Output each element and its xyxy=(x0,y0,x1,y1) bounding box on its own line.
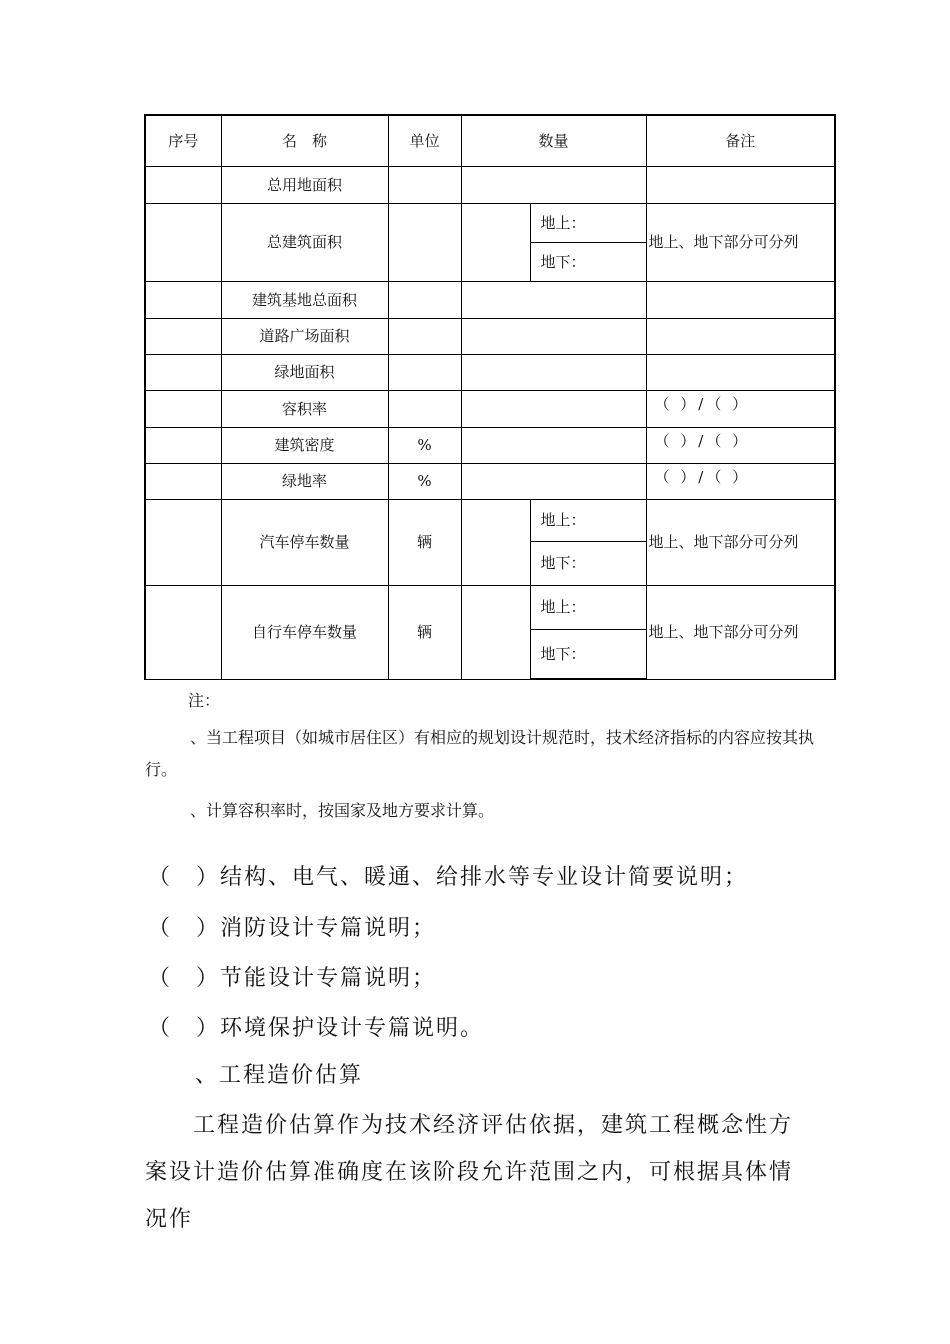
row-name: 容积率 xyxy=(221,390,388,427)
table-row xyxy=(145,499,835,541)
table-row xyxy=(145,585,835,629)
above-ground-label: 地上： xyxy=(530,203,646,242)
row-remark: 地上、地下部分可分列 xyxy=(646,499,835,585)
row-remark: （ ）/（ ） xyxy=(646,463,835,499)
list-item: （ ）结构、电气、暖通、给排水等专业设计简要说明； xyxy=(148,865,749,890)
technical-economic-indicators-table xyxy=(144,114,836,680)
list-item: （ ）消防设计专篇说明； xyxy=(148,916,437,941)
above-ground-label: 地上： xyxy=(530,585,646,629)
table-row xyxy=(145,390,835,427)
table-row xyxy=(145,281,835,318)
table-row xyxy=(145,166,835,203)
note-1: 、当工程项目（如城市居住区）有相应的规划设计规范时，技术经济指标的内容应按其执行。 xyxy=(145,728,815,779)
header-quantity: 数量 xyxy=(461,115,646,166)
row-name: 自行车停车数量 xyxy=(221,585,388,679)
table-row xyxy=(145,427,835,463)
row-name: 建筑密度 xyxy=(221,427,388,463)
table-row xyxy=(145,463,835,499)
row-unit: 辆 xyxy=(388,585,461,679)
header-name: 名 称 xyxy=(221,115,388,166)
table-row xyxy=(145,318,835,354)
below-ground-label: 地下： xyxy=(530,541,646,585)
row-unit: % xyxy=(388,427,461,463)
row-remark: （ ）/（ ） xyxy=(646,390,835,427)
row-name: 汽车停车数量 xyxy=(221,499,388,585)
row-name: 道路广场面积 xyxy=(221,318,388,354)
row-unit: % xyxy=(388,463,461,499)
list-item: （ ）节能设计专篇说明； xyxy=(148,966,437,991)
notes-heading: 注： xyxy=(188,691,221,710)
table-row xyxy=(145,203,835,242)
row-name: 绿地面积 xyxy=(221,354,388,390)
row-remark: （ ）/（ ） xyxy=(646,427,835,463)
row-name: 总用地面积 xyxy=(221,166,388,203)
section-title: 、工程造价估算 xyxy=(195,1063,364,1088)
below-ground-label: 地下： xyxy=(530,242,646,281)
header-remark: 备注 xyxy=(646,115,835,166)
row-name: 总建筑面积 xyxy=(221,203,388,281)
list-item: （ ）环境保护设计专篇说明。 xyxy=(148,1016,485,1041)
note-2: 、计算容积率时，按国家及地方要求计算。 xyxy=(190,801,495,820)
table-row xyxy=(145,354,835,390)
row-unit: 辆 xyxy=(388,499,461,585)
row-remark: 地上、地下部分可分列 xyxy=(646,203,835,281)
above-ground-label: 地上： xyxy=(530,499,646,541)
below-ground-label: 地下： xyxy=(530,629,646,679)
header-unit: 单位 xyxy=(388,115,461,166)
row-remark: 地上、地下部分可分列 xyxy=(646,585,835,679)
row-name: 绿地率 xyxy=(221,463,388,499)
header-no: 序号 xyxy=(145,115,221,166)
body-paragraph: 工程造价估算作为技术经济评估依据，建筑工程概念性方案设计造价估算准确度在该阶段允许范围之内，可根据具体情况作 xyxy=(145,1113,794,1232)
row-name: 建筑基地总面积 xyxy=(221,281,388,318)
